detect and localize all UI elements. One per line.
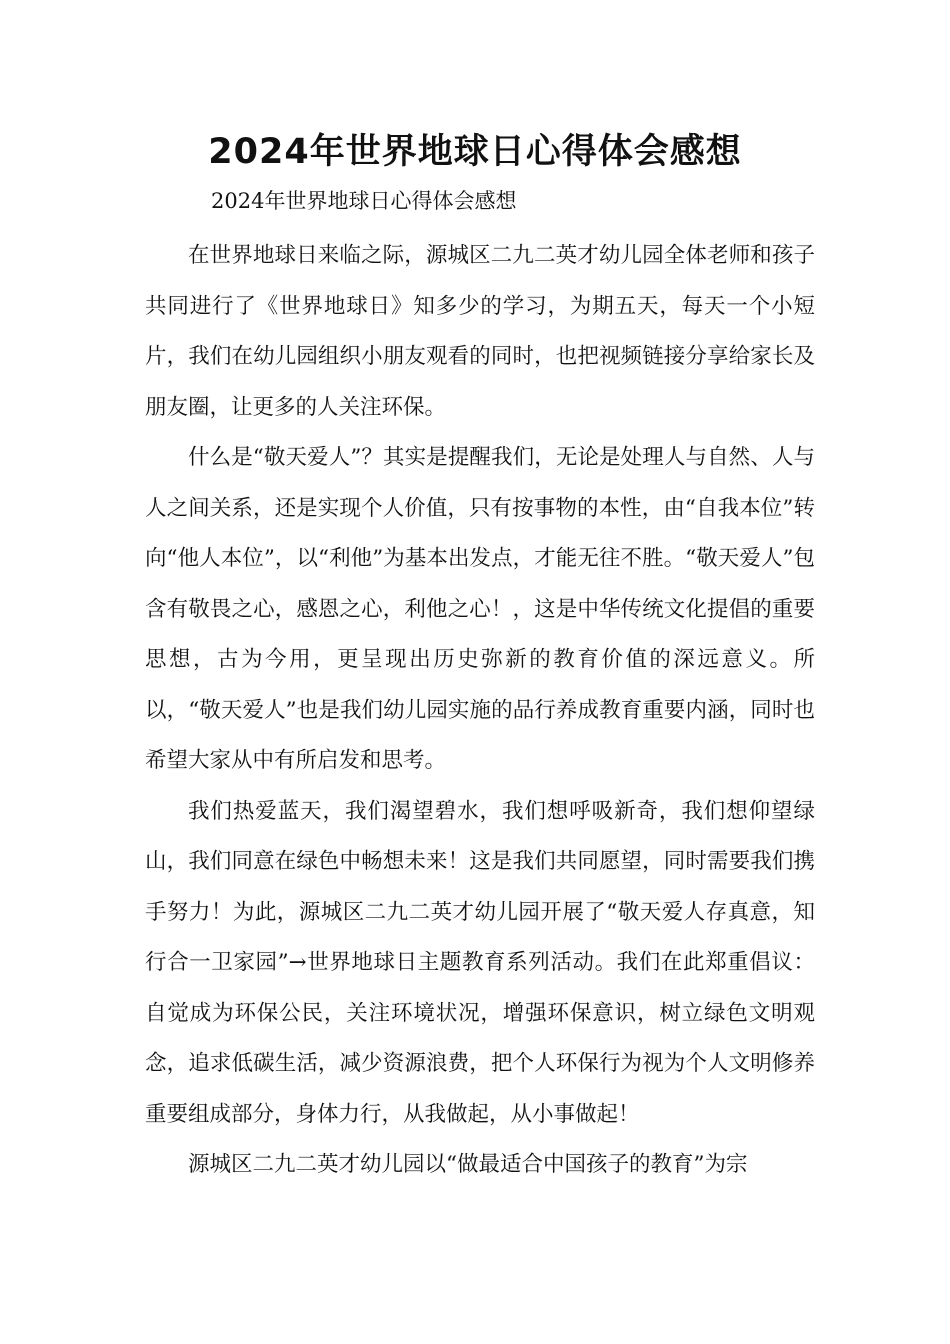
document-title: 2024年世界地球日心得体会感想 xyxy=(208,132,742,172)
document-subtitle: 2024年世界地球日心得体会感想 xyxy=(211,189,517,213)
paragraph-4: 源城区二九二英才幼儿园以“做最适合中国孩子的教育”为宗 xyxy=(188,1152,748,1177)
paragraph-1: 在世界地球日来临之际，源城区二九二英才幼儿园全体老师和孩子共同进行了《世界地球日》知多少的学习，为期五天，每天一个小短片，我们在幼儿园组织小朋友观看的同时，也把视频链接分享给家长及朋友圈，让更多的人关注环保。 xyxy=(145,243,815,420)
paragraph-2: 什么是“敬天爱人”？其实是提醒我们，无论是处理人与自然、人与人之间关系，还是实现个人价值，只有按事物的本性，由“自我本位”转向“他人本位”，以“利他”为基本出发点，才能无往不胜。“敬天爱人”包含有敬畏之心，感恩之心，利他之心！，这是中华传统文化提倡的重要思想，古为今用，更呈现出历史弥新的教育价值的深远意义。所以，“敬天爱人”也是我们幼儿园实施的品行养成教育重要内涵，同时也希望大家从中有所启发和思考。 xyxy=(145,445,815,773)
document-body xyxy=(145,231,815,1191)
paragraph-3: 我们热爱蓝天，我们渴望碧水，我们想呼吸新奇，我们想仰望绿山，我们同意在绿色中畅想未来！这是我们共同愿望，同时需要我们携手努力！为此，源城区二九二英才幼儿园开展了“敬天爱人存真意，知行合一卫家园”→世界地球日主题教育系列活动。我们在此郑重倡议：自觉成为环保公民，关注环境状况，增强环保意识，树立绿色文明观念，追求低碳生活，减少资源浪费，把个人环保行为视为个人文明修养重要组成部分，身体力行，从我做起，从小事做起！ xyxy=(145,798,815,1127)
